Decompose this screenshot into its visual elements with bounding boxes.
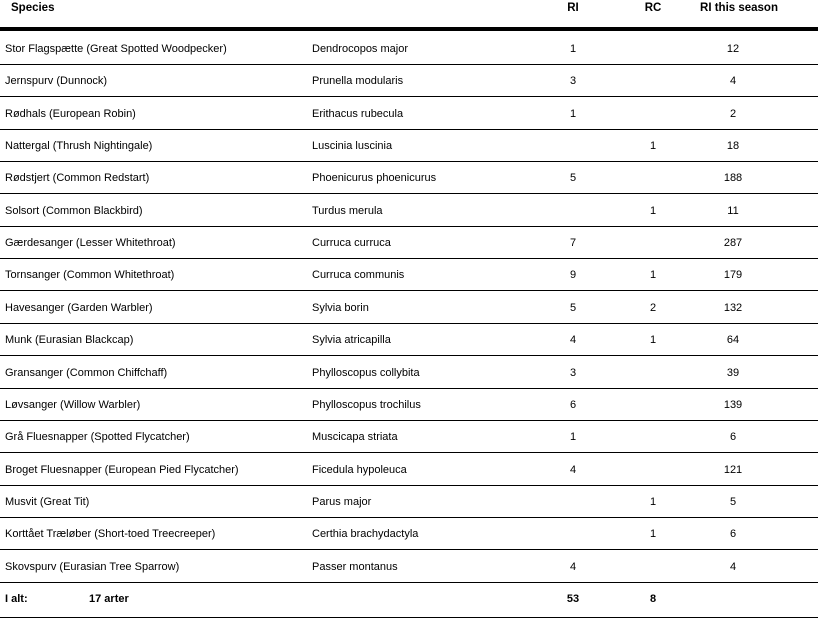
header-species: Species <box>11 2 55 14</box>
species-name: Korttået Træløber (Short-toed Treecreeper) <box>5 528 216 541</box>
ri-value: 3 <box>569 75 577 88</box>
table-row <box>0 291 818 324</box>
table-row <box>0 388 818 421</box>
ri-season-value: 64 <box>726 334 740 347</box>
rc-value: 1 <box>649 204 657 217</box>
table-row <box>0 453 818 486</box>
table-row <box>0 97 818 130</box>
species-name: Rødhals (European Robin) <box>5 107 136 120</box>
scientific-name: Phylloscopus collybita <box>312 366 420 379</box>
total-count: 17 arter <box>89 592 129 605</box>
species-name: Munk (Eurasian Blackcap) <box>5 334 134 347</box>
ri-season-value: 11 <box>727 204 739 217</box>
scientific-name: Luscinia luscinia <box>312 140 393 153</box>
header-rc: RC <box>644 2 662 14</box>
scientific-name: Ficedula hypoleuca <box>312 463 407 476</box>
ri-season-value: 2 <box>729 107 737 120</box>
header-ri-season: RI this season <box>700 2 778 14</box>
ri-value: 7 <box>569 237 577 250</box>
table-row <box>0 550 818 583</box>
scientific-name: Certhia brachydactyla <box>312 528 419 541</box>
scientific-name: Erithacus rubecula <box>312 107 404 120</box>
ri-value: 4 <box>569 463 577 476</box>
species-name: Jernspurv (Dunnock) <box>5 75 108 88</box>
scientific-name: Sylvia atricapilla <box>312 334 391 347</box>
table-row <box>0 194 818 227</box>
species-name: Tornsanger (Common Whitethroat) <box>5 269 175 282</box>
species-name: Havesanger (Garden Warbler) <box>5 301 153 314</box>
ri-season-value: 179 <box>723 269 743 282</box>
table-row <box>0 32 818 65</box>
bottom-divider <box>0 617 818 618</box>
ri-value: 4 <box>569 334 577 347</box>
ri-season-value: 12 <box>726 43 740 55</box>
scientific-name: Turdus merula <box>312 204 383 217</box>
scientific-name: Dendrocopos major <box>312 43 408 55</box>
scientific-name: Sylvia borin <box>312 301 369 314</box>
total-ri: 53 <box>566 592 580 605</box>
table-row <box>0 161 818 194</box>
rc-value: 1 <box>649 140 657 153</box>
scientific-name: Parus major <box>312 495 372 508</box>
scientific-name: Phylloscopus trochilus <box>312 398 421 411</box>
ri-season-value: 5 <box>729 495 737 508</box>
scientific-name: Curruca curruca <box>312 237 391 250</box>
ri-season-value: 287 <box>723 237 743 250</box>
scientific-name: Phoenicurus phoenicurus <box>312 172 437 185</box>
table-row <box>0 323 818 356</box>
rc-value: 1 <box>649 495 657 508</box>
table-row <box>0 258 818 291</box>
table-row <box>0 129 818 162</box>
species-name: Gærdesanger (Lesser Whitethroat) <box>5 237 176 250</box>
scientific-name: Curruca communis <box>312 269 405 282</box>
ri-season-value: 121 <box>723 463 743 476</box>
ri-value: 5 <box>569 172 577 185</box>
rc-value: 1 <box>649 269 657 282</box>
scientific-name: Prunella modularis <box>312 75 404 88</box>
ri-season-value: 6 <box>729 431 737 444</box>
ri-value: 1 <box>569 107 577 120</box>
ri-season-value: 6 <box>729 528 737 541</box>
ri-season-value: 132 <box>723 301 743 314</box>
ri-value: 1 <box>569 431 577 444</box>
species-name: Stor Flagspætte (Great Spotted Woodpecker) <box>5 43 227 55</box>
species-name: Skovspurv (Eurasian Tree Sparrow) <box>5 560 180 573</box>
table-row <box>0 226 818 259</box>
total-label: I alt: <box>5 592 28 605</box>
species-name: Løvsanger (Willow Warbler) <box>5 398 141 411</box>
total-rc: 8 <box>649 592 657 605</box>
total-row <box>0 582 818 614</box>
ri-season-value: 188 <box>723 172 743 185</box>
ri-value: 1 <box>569 43 577 55</box>
ri-value: 9 <box>569 269 577 282</box>
ri-season-value: 139 <box>723 398 743 411</box>
table-header <box>0 0 836 26</box>
species-name: Solsort (Common Blackbird) <box>5 204 143 217</box>
scientific-name: Muscicapa striata <box>312 431 398 444</box>
table-row <box>0 420 818 453</box>
ri-value: 6 <box>569 398 577 411</box>
table-row <box>0 485 818 518</box>
rc-value: 1 <box>649 528 657 541</box>
rc-value: 2 <box>649 301 657 314</box>
header-ri: RI <box>567 2 579 14</box>
species-name: Nattergal (Thrush Nightingale) <box>5 140 153 153</box>
species-name: Grå Fluesnapper (Spotted Flycatcher) <box>5 431 190 444</box>
species-name: Musvit (Great Tit) <box>5 495 90 508</box>
table-row <box>0 356 818 389</box>
scientific-name: Passer montanus <box>312 560 398 573</box>
ri-season-value: 18 <box>726 140 740 153</box>
ri-season-value: 39 <box>726 366 740 379</box>
ri-season-value: 4 <box>729 75 737 88</box>
table-row <box>0 64 818 97</box>
ri-season-value: 4 <box>729 560 737 573</box>
header-divider <box>0 27 818 31</box>
table-row <box>0 517 818 550</box>
ri-value: 3 <box>569 366 577 379</box>
species-name: Rødstjert (Common Redstart) <box>5 172 150 185</box>
species-name: Broget Fluesnapper (European Pied Flycatcher) <box>5 463 239 476</box>
ri-value: 5 <box>569 301 577 314</box>
ri-value: 4 <box>569 560 577 573</box>
species-name: Gransanger (Common Chiffchaff) <box>5 366 168 379</box>
rc-value: 1 <box>649 334 657 347</box>
